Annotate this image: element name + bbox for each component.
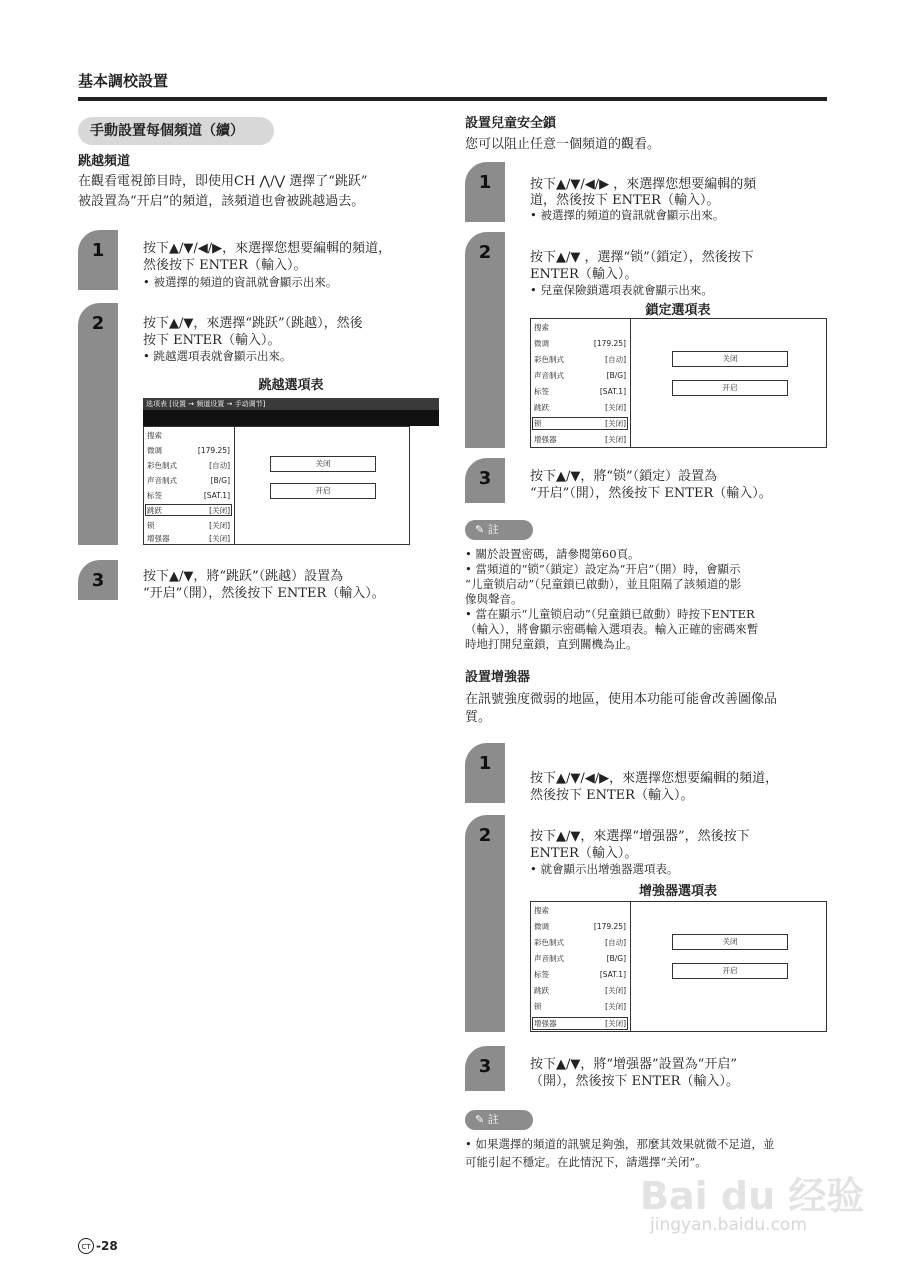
option-off-button: 关闭	[270, 456, 376, 472]
lock-step-2-line-2: ENTER（輸入）。	[530, 267, 638, 282]
menu-row-value: [关闭]	[209, 534, 230, 543]
child-lock-subhead: 設置兒童安全鎖	[465, 116, 557, 131]
note-pill	[465, 1110, 533, 1130]
baidu-watermark-logo: Bai du 经验	[640, 1174, 865, 1218]
lock-note-3: “儿童锁启动”（兒童鎖已啟動），並且阻隔了該頻道的影	[465, 577, 742, 591]
lock-step-1-box	[465, 162, 505, 222]
baidu-watermark-url: jingyan.baidu.com	[650, 1215, 807, 1235]
option-off-button: 关闭	[672, 934, 788, 950]
lock-step-2-line-1: 按下▲/▼ ，選擇“锁”（鎖定），然後按下	[530, 250, 754, 265]
booster-step-2-line-2: ENTER（輸入）。	[530, 846, 638, 861]
booster-step-3-line-2: （開），然後按下 ENTER（輸入）。	[530, 1074, 739, 1089]
booster-step-1-line-1: 按下▲/▼/◀/▶，來選擇您想要編輯的頻道，	[530, 771, 779, 786]
menu-row-label: 锁	[534, 419, 542, 428]
menu-row-label: 增强器	[147, 534, 170, 543]
booster-step-2-bullet: • 就會顯示出增強器選項表。	[530, 862, 679, 876]
lock-note-4: 像與聲音。	[465, 592, 523, 606]
note-pill	[465, 520, 533, 540]
section-pill: 手動設置每個頻道（續）	[78, 117, 274, 145]
menu-row-label: 跳跃	[534, 403, 549, 412]
note-label: 註	[487, 1113, 499, 1126]
step-number: 1	[91, 240, 105, 261]
menu-title-bar: 选项表 [设置 → 频道设置 → 手动调节]	[143, 398, 439, 410]
left-subhead: 跳越頻道	[78, 154, 131, 169]
menu-row-label: 锁	[147, 521, 155, 530]
booster-intro-1: 在訊號強度微弱的地區，使用本功能可能會改善圖像品	[465, 692, 778, 707]
menu-row-value: [179.25]	[197, 446, 230, 455]
menu-row-value: [自动]	[605, 938, 626, 947]
booster-step-3-box	[465, 1046, 505, 1091]
booster-note-2: 可能引起不穩定。在此情況下，請選擇“关闭”。	[465, 1155, 707, 1169]
lock-step-1-line-2: 道，然後按下 ENTER（輸入）。	[530, 193, 720, 208]
step-2-bullet: • 跳越選項表就會顯示出來。	[143, 349, 292, 363]
step-3-line-2: “开启”（開），然後按下 ENTER（輸入）。	[143, 586, 385, 601]
menu-row-label: 增强器	[534, 435, 557, 444]
menu-row-label: 彩色制式	[534, 938, 564, 947]
step-number: 2	[91, 313, 105, 334]
menu-row-label: 微调	[534, 922, 549, 931]
menu-row-label: 微调	[147, 446, 162, 455]
step-number: 3	[478, 468, 492, 489]
menu-row-label: 标签	[534, 387, 549, 396]
lock-menu-label: 鎖定選項表	[645, 303, 711, 318]
note-clip-icon: ✎	[475, 523, 488, 536]
lock-step-1-bullet: • 被選擇的頻道的資訊就會顯示出來。	[530, 208, 725, 222]
menu-row-label: 锁	[534, 1002, 542, 1011]
lock-step-2-bullet: • 兒童保險鎖選項表就會顯示出來。	[530, 283, 713, 297]
menu-row-label: 搜索	[534, 323, 549, 332]
option-on-button: 开启	[672, 963, 788, 979]
menu-divider	[234, 427, 235, 544]
booster-step-2-line-1: 按下▲/▼，來選擇“增强器”，然後按下	[530, 829, 750, 844]
menu-row-value: [179.25]	[593, 922, 626, 931]
lock-note-5: • 當在顯示“儿童锁启动”（兒童鎖已啟動）時按下ENTER	[465, 607, 755, 621]
left-intro-1: 在觀看電視節目時，即使用CH ⋀/⋁ 選擇了“跳跃”	[78, 174, 368, 189]
skip-menu-label: 跳越選項表	[258, 378, 324, 393]
step-number: 3	[478, 1056, 492, 1077]
step-3-box	[78, 560, 118, 600]
language-badge-icon: CT	[78, 1238, 94, 1254]
menu-row-value: [关闭]	[209, 521, 230, 530]
menu-row-value: [B/G]	[210, 476, 230, 485]
page-header-title: 基本調校設置	[78, 72, 169, 90]
menu-row-value: [关闭]	[605, 1019, 626, 1028]
left-intro-2: 被設置為“开启”的頻道，該頻道也會被跳越過去。	[78, 194, 365, 209]
lock-note-7: 時地打開兒童鎖，直到關機為止。	[465, 637, 638, 651]
menu-row-label: 标签	[147, 491, 162, 500]
booster-step-1-line-2: 然後按下 ENTER（輸入）。	[530, 788, 694, 803]
menu-row-value: [SAT.1]	[599, 970, 626, 979]
menu-row-label: 搜索	[147, 431, 162, 440]
menu-row-value: [关闭]	[605, 435, 626, 444]
lock-note-1: • 關於設置密碼，請參閱第60頁。	[465, 547, 640, 561]
booster-subhead: 設置增強器	[465, 670, 531, 685]
menu-row-value: [SAT.1]	[203, 491, 230, 500]
booster-step-2-box	[465, 815, 505, 1032]
step-1-line-2: 然後按下 ENTER（輸入）。	[143, 258, 307, 273]
menu-row-label: 跳跃	[147, 506, 162, 515]
menu-row-value: [179.25]	[593, 339, 626, 348]
step-number: 1	[478, 753, 492, 774]
step-1-line-1: 按下▲/▼/◀/▶，來選擇您想要編輯的頻道，	[143, 241, 392, 256]
header-rule	[78, 97, 827, 101]
step-2-box	[78, 303, 118, 545]
note-clip-icon: ✎	[475, 1113, 488, 1126]
step-number: 3	[91, 570, 105, 591]
option-on-button: 开启	[270, 483, 376, 499]
menu-divider	[630, 319, 631, 447]
lock-step-1-line-1: 按下▲/▼/◀/▶ ，來選擇您想要編輯的頻	[530, 177, 757, 192]
lock-step-2-box	[465, 232, 505, 448]
menu-row-value: [自动]	[605, 355, 626, 364]
menu-row-value: [关闭]	[209, 506, 230, 515]
menu-row-value: [SAT.1]	[599, 387, 626, 396]
step-2-line-2: 按下 ENTER（輸入）。	[143, 333, 281, 348]
menu-row-value: [关闭]	[605, 1002, 626, 1011]
step-number: 2	[478, 825, 492, 846]
menu-row-label: 彩色制式	[534, 355, 564, 364]
child-lock-intro: 您可以阻止任意一個頻道的觀看。	[465, 137, 661, 152]
lock-step-3-box	[465, 458, 505, 503]
step-3-line-1: 按下▲/▼，將“跳跃”（跳越）設置為	[143, 569, 344, 584]
step-1-bullet: • 被選擇的頻道的資訊就會顯示出來。	[143, 275, 338, 289]
menu-row-value: [自动]	[209, 461, 230, 470]
step-2-line-1: 按下▲/▼，來選擇“跳跃”（跳越），然後	[143, 316, 363, 331]
lock-step-3-line-2: “开启”（開），然後按下 ENTER（輸入）。	[530, 486, 772, 501]
menu-row-label: 搜索	[534, 906, 549, 915]
step-number: 2	[478, 242, 492, 263]
menu-row-value: [B/G]	[606, 954, 626, 963]
option-on-button: 开启	[672, 380, 788, 396]
menu-row-label: 彩色制式	[147, 461, 177, 470]
lock-note-6: （輸入），將會顯示密碼輸入選項表。輸入正確的密碼來暫	[465, 622, 759, 636]
menu-dark-band	[143, 410, 439, 426]
menu-row-label: 声音制式	[534, 371, 564, 380]
booster-step-1-box	[465, 743, 505, 803]
booster-step-3-line-1: 按下▲/▼，將“增强器”設置為“开启”	[530, 1057, 737, 1072]
page-number: -28	[96, 1239, 118, 1253]
step-1-box	[78, 230, 118, 290]
option-off-button: 关闭	[672, 351, 788, 367]
menu-row-value: [关闭]	[605, 419, 626, 428]
step-number: 1	[478, 172, 492, 193]
menu-row-value: [关闭]	[605, 986, 626, 995]
lock-note-2: • 當頻道的“锁”（鎖定）設定為“开启”（開）時，會顯示	[465, 562, 741, 576]
booster-note-1: • 如果選擇的頻道的訊號足夠強，那麼其效果就微不足道，並	[465, 1137, 775, 1151]
menu-row-label: 声音制式	[147, 476, 177, 485]
menu-row-label: 微调	[534, 339, 549, 348]
booster-menu-label: 增強器選項表	[638, 884, 717, 899]
skip-menu-panel	[143, 426, 410, 545]
menu-row-label: 跳跃	[534, 986, 549, 995]
menu-row-label: 标签	[534, 970, 549, 979]
note-label: 註	[487, 523, 499, 536]
lock-step-3-line-1: 按下▲/▼，將“锁”（鎖定）設置為	[530, 469, 718, 484]
menu-row-value: [B/G]	[606, 371, 626, 380]
menu-row-value: [关闭]	[605, 403, 626, 412]
booster-intro-2: 質。	[465, 710, 492, 725]
lock-menu-panel	[530, 318, 827, 448]
menu-row-label: 增强器	[534, 1019, 557, 1028]
menu-row-label: 声音制式	[534, 954, 564, 963]
menu-divider	[630, 902, 631, 1031]
booster-menu-panel	[530, 901, 827, 1032]
